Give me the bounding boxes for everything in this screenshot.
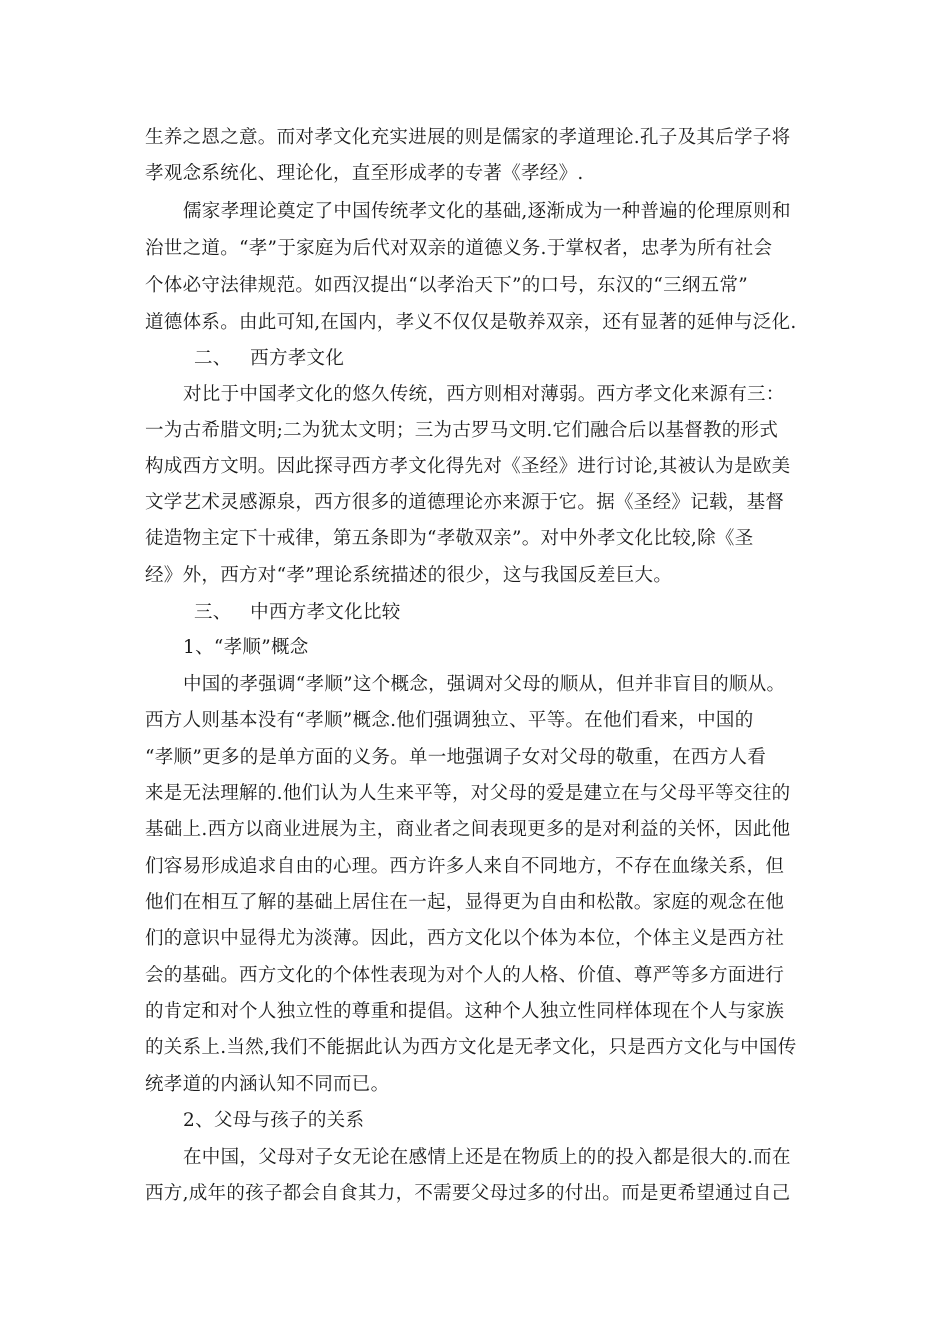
text-line: 文学艺术灵感源泉，西方很多的道德理论亦来源于它。据《圣经》记载，基督 [145, 492, 785, 513]
text-line: 西方人则基本没有“孝顺”概念.他们强调独立、平等。在他们看来，中国的 [145, 710, 754, 731]
text-line: 儒家孝理论奠定了中国传统孝文化的基础,逐渐成为一种普遍的伦理原则和 [183, 201, 791, 222]
text-line: 基础上.西方以商业进展为主，商业者之间表现更多的是对利益的关怀，因此他 [145, 819, 791, 840]
text-line: 来是无法理解的.他们认为人生来平等，对父母的爱是建立在与父母平等交往的 [145, 783, 791, 804]
text-line: 构成西方文明。因此探寻西方孝文化得先对《圣经》进行讨论,其被认为是欧美 [145, 456, 791, 477]
text-line: 对比于中国孝文化的悠久传统，西方则相对薄弱。西方孝文化来源有三： [183, 384, 785, 405]
subsection-heading: 2、父母与孩子的关系 [183, 1110, 365, 1131]
text-line: 统孝道的内涵认知不同而已。 [145, 1074, 390, 1095]
text-line: 徒造物主定下十戒律，第五条即为“孝敬双亲”。对中外孝文化比较,除《圣 [145, 528, 754, 549]
text-line: 们容易形成追求自由的心理。西方许多人来自不同地方，不存在血缘关系，但 [145, 856, 785, 877]
subsection-heading: 1、“孝顺”概念 [183, 637, 309, 658]
text-line: 他们在相互了解的基础上居住在一起，显得更为自由和松散。家庭的观念在他 [145, 892, 785, 913]
text-line: 经》外，西方对“孝”理论系统描述的很少，这与我国反差巨大。 [145, 565, 673, 586]
text-line: 在中国，父母对子女无论在感情上还是在物质上的的投入都是很大的.而在 [183, 1147, 791, 1168]
text-line: 一为古希腊文明;二为犹太文明；三为古罗马文明.它们融合后以基督教的形式 [145, 420, 779, 441]
text-line: 中国的孝强调“孝顺”这个概念，强调对父母的顺从，但并非盲目的顺从。 [183, 674, 786, 695]
section-heading: 二、 西方孝文化 [194, 348, 345, 369]
text-line: 的肯定和对个人独立性的尊重和提倡。这种个人独立性同样体现在个人与家族 [145, 1001, 785, 1022]
section-heading: 三、 中西方孝文化比较 [194, 602, 401, 623]
text-line: 生养之恩之意。而对孝文化充实进展的则是儒家的孝道理论.孔子及其后学子将 [145, 127, 791, 148]
text-line: 的关系上.当然,我们不能据此认为西方文化是无孝文化，只是西方文化与中国传 [145, 1037, 797, 1058]
text-line: 道德体系。由此可知,在国内，孝义不仅仅是敬养双亲，还有显著的延伸与泛化. [145, 312, 797, 333]
text-line: 治世之道。“孝”于家庭为后代对双亲的道德义务.于掌权者，忠孝为所有社会 [145, 238, 773, 259]
text-line: 孝观念系统化、理论化，直至形成孝的专著《孝经》. [145, 163, 584, 184]
text-line: 会的基础。西方文化的个体性表现为对个人的人格、价值、尊严等多方面进行 [145, 965, 785, 986]
text-line: 个体必守法律规范。如西汉提出“以孝治天下”的口号，东汉的“三纲五常” [145, 275, 749, 296]
text-line: 西方,成年的孩子都会自食其力，不需要父母过多的付出。而是更希望通过自己 [145, 1183, 791, 1204]
text-line: “孝顺”更多的是单方面的义务。单一地强调子女对父母的敬重，在西方人看 [145, 747, 767, 768]
text-line: 们的意识中显得尤为淡薄。因此，西方文化以个体为本位，个体主义是西方社 [145, 928, 785, 949]
